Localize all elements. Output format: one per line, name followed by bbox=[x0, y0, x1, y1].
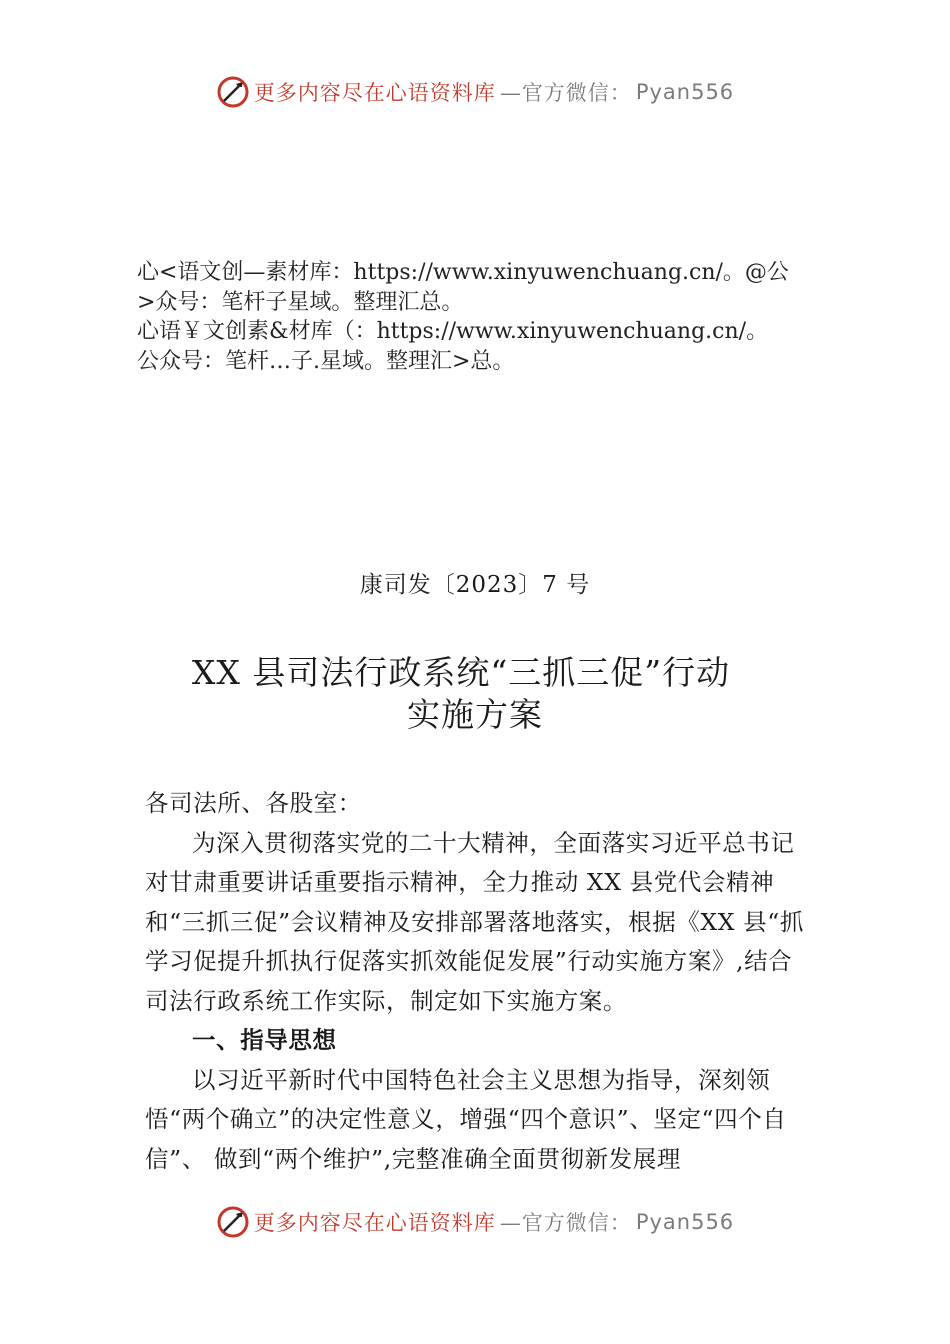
intro-paragraph: 为深入贯彻落实党的二十大精神，全面落实习近平总书记对甘肃重要讲话重要指示精神，全力推动 XX 县党代会精神和“三抓三促”会议精神及安排部署落地落实，根据《XX 县“抓学习促提升抓执行促落实抓效能促发展”行动实施方案》,结合司法行政系统工作实际，制定如下实施方案。 bbox=[145, 828, 804, 1015]
source-notice bbox=[137, 258, 789, 376]
watermark-sub-text: —官方微信： bbox=[499, 81, 632, 105]
watermark-wechat-id: Pyan556 bbox=[635, 1210, 735, 1234]
watermark-main-text: 更多内容尽在心语资料库 bbox=[253, 81, 496, 105]
title-line-2: 实施方案 bbox=[407, 695, 543, 734]
section-paragraph: 以习近平新时代中国特色社会主义思想为指导，深刻领悟“两个确立”的决定性意义，增强“四个意识”、坚定“四个自信”、 做到“两个维护”,完整准确全面贯彻新发展理 bbox=[145, 1065, 787, 1173]
greeting: 各司法所、各股室： bbox=[145, 789, 362, 817]
document-body bbox=[145, 784, 815, 1179]
quill-logo-icon bbox=[216, 75, 250, 109]
watermark-main-text: 更多内容尽在心语资料库 bbox=[253, 1211, 496, 1235]
watermark-banner-top bbox=[0, 72, 950, 112]
watermark-banner-bottom bbox=[0, 1202, 950, 1242]
source-line: 心<语文创—素材库：https://www.xinyuwenchuang.cn/。@公 bbox=[137, 260, 789, 285]
source-line: 心语￥文创素&材库（：https://www.xinyuwenchuang.cn/。 bbox=[137, 319, 769, 344]
watermark-wechat-id: Pyan556 bbox=[635, 80, 735, 104]
title-line-1: XX 县司法行政系统“三抓三促”行动 bbox=[191, 653, 731, 692]
quill-logo-icon bbox=[216, 1205, 250, 1239]
document-title bbox=[0, 652, 950, 736]
source-line: 公众号：笔杆…子.星域。整理汇>总。 bbox=[137, 348, 515, 374]
section-heading: 一、指导思想 bbox=[192, 1026, 337, 1054]
source-line: >众号：笔杆子星域。整理汇总。 bbox=[137, 289, 464, 315]
document-number: 康司发〔2023〕7 号 bbox=[359, 572, 591, 598]
watermark-sub-text: —官方微信： bbox=[499, 1211, 632, 1235]
